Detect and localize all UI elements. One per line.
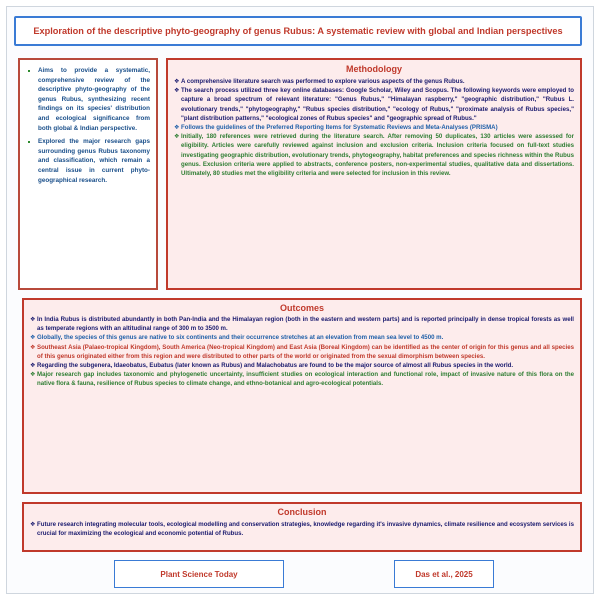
conclusion-item bbox=[30, 520, 574, 538]
outcomes-heading: Outcomes bbox=[279, 303, 324, 313]
methodology-item-text: A comprehensive literature search was performed to explore various aspects of the genus Rubus. bbox=[181, 78, 465, 85]
journal-label bbox=[114, 560, 284, 588]
outcomes-list bbox=[30, 315, 574, 389]
methodology-item-text: Initially, 180 references were retrieved during the literature search. After removing 50 duplicates, 130 articles were assessed for eligibility. Articles were carefully reviewed against inclusion and exclusion criteria. Inclusion criteria focused on full-text studies investigating geographic distribution, evolutionary trends, phytogeography, habitat preferences and species richness within the Rubus genus. Exclusion criteria were applied to abstracts, conference posters, non-experimental studies, qualitative data and dissertations. Ultimately, 80 studies met the eligibility criteria and were selected for inclusion in this review. bbox=[181, 133, 574, 178]
aims-item: ▪ Aims to provide a systematic, comprehensive review of the descriptive phyto-geography of the genus Rubus, synthesizing recent findings on its species' distribution and ecological significance from both global & Indian perspective. bbox=[38, 66, 150, 133]
aims-item: ▪ Explored the major research gaps surrounding genus Rubus taxonomy and classification, which remain a central issue in current phyto-geographical research. bbox=[38, 137, 150, 185]
methodology-panel bbox=[166, 58, 582, 290]
journal-name: Plant Science Today bbox=[160, 569, 238, 579]
methodology-item bbox=[174, 77, 574, 86]
conclusion-item-text: Future research integrating molecular tools, ecological modelling and conservation strategies, knowledge regarding it's invasive dynamics, climate resilience and ecosystem services is crucial for maximizing the ecological and economic potential of Rubus. bbox=[37, 521, 574, 538]
outcomes-item bbox=[30, 315, 574, 333]
bullet-icon: ❖ bbox=[30, 362, 36, 370]
outcomes-item-text: In India Rubus is distributed abundantly in both Pan-India and the Himalayan region (both in the eastern and western parts) and is reported principally in dense tropical forests as well as temperate regions with an altitudinal range of 300 m to 3500 m. bbox=[37, 316, 574, 333]
outcomes-item-text: Regarding the subgenera, Idaeobatus, Eubatus (later known as Rubus) and Malachobatus are found to be the major source of almost all Rubus species in the world. bbox=[37, 362, 514, 370]
bullet-icon: ❖ bbox=[30, 343, 36, 351]
bullet-icon: ❖ bbox=[174, 87, 180, 95]
outcomes-item bbox=[30, 333, 574, 342]
methodology-item-text: Follows the guidelines of the Preferred Reporting Items for Systematic Reviews and Meta-Analyses (PRISMA) bbox=[181, 124, 498, 132]
bullet-icon: ❖ bbox=[174, 133, 180, 141]
bullet-icon: ❖ bbox=[174, 78, 180, 85]
bullet-icon: ❖ bbox=[174, 124, 180, 132]
conclusion-heading: Conclusion bbox=[277, 507, 327, 517]
aims-list bbox=[28, 66, 150, 185]
methodology-item bbox=[174, 132, 574, 178]
bullet-icon: ❖ bbox=[30, 521, 36, 528]
bullet-icon: ❖ bbox=[30, 371, 36, 379]
bullet-icon: ❖ bbox=[30, 316, 36, 323]
title-banner bbox=[14, 16, 582, 46]
outcomes-item bbox=[30, 361, 574, 370]
citation-text: Das et al., 2025 bbox=[415, 569, 473, 579]
page-title: Exploration of the descriptive phyto-geography of genus Rubus: A systematic review with global and Indian perspectives bbox=[33, 26, 563, 36]
outcomes-item-text: Globally, the species of this genus are native to six continents and their occurrence stretches at an elevation from mean sea level to 4500 m. bbox=[37, 334, 444, 342]
methodology-list bbox=[174, 77, 574, 178]
outcomes-panel bbox=[22, 298, 582, 494]
aims-box bbox=[18, 58, 158, 290]
outcomes-item-text: Major research gap includes taxonomic and phylogenetic uncertainty, insufficient studies on ecological interaction and functional role, impact of invasive nature of this flora on the native flora & fauna, resilience of Rubus species to climate change, and ethno-botanical and agro-ecological potentials. bbox=[37, 371, 574, 388]
methodology-item bbox=[174, 123, 574, 132]
methodology-item-text: The search process utilized three key online databases: Google Scholar, Wiley and Scopus. The following keywords were employed to capture a broad spectrum of relevant literature: "Genus Rubus," "Himalayan raspberry," "geographic distribution," "Rubus L. evolutionary trends," "phytogeography," "Rubus species distribution," "ecology of Rubus," "proximate analysis of Rubus species," "plant distribution patterns," "ecological zones of Rubus species" and "geographic spread of Rubus." bbox=[181, 87, 574, 122]
conclusion-list bbox=[30, 520, 574, 538]
conclusion-panel bbox=[22, 502, 582, 552]
methodology-heading: Methodology bbox=[346, 64, 402, 74]
outcomes-item-text: Southeast Asia (Palaeo-tropical Kingdom), South America (Neo-tropical Kingdom) and East Asia (Boreal Kingdom) can be identified as the center of origin for this genus and all species of this genus originated either from this region and were distributed to other parts of the world or originated from the sexual dimorphism between species. bbox=[37, 343, 574, 360]
outcomes-item bbox=[30, 370, 574, 388]
citation-label bbox=[394, 560, 494, 588]
bullet-icon: ❖ bbox=[30, 334, 36, 342]
methodology-item bbox=[174, 86, 574, 123]
outcomes-item bbox=[30, 343, 574, 361]
